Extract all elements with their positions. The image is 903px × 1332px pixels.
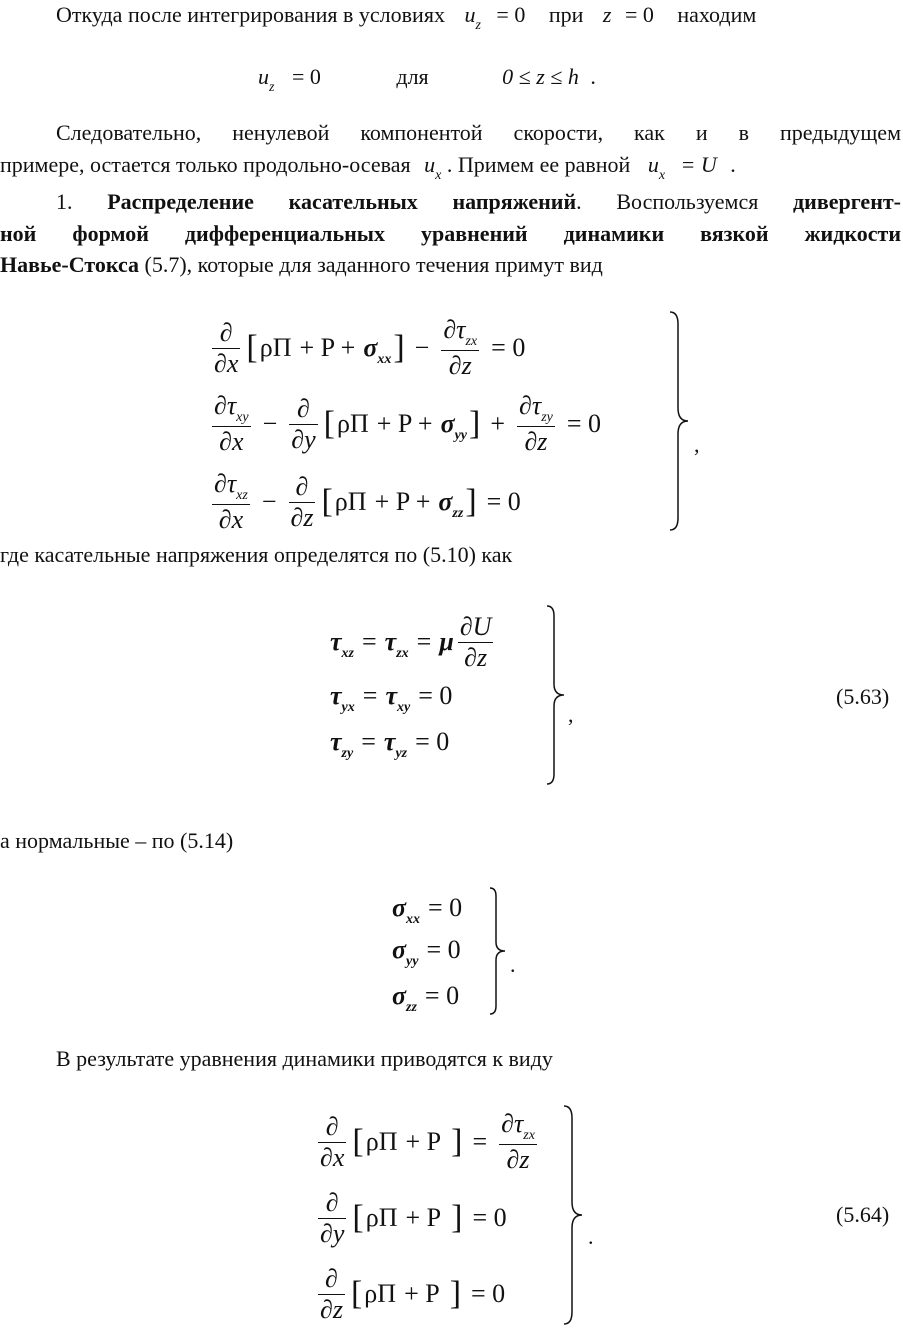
system1-row-2: $\frac{\partial\tau_{xy}}{\partial x}$ − $\frac{\partial}{\partial y}$ [ ρΠ + P + $\sigma_{yy}$ ] + $\frac{\partial\tau_{zy}}{\partial z}$ = 0 xyxy=(214,391,602,456)
math-rhs: = 0 xyxy=(496,2,526,27)
text-fragment: . xyxy=(730,152,736,177)
text-fragment: Откуда после интегрирования в условиях xyxy=(56,2,445,27)
math-var: $u_x$ xyxy=(647,152,666,183)
system2-row-3: $\tau_{zy}$ = $\tau_{yz}$ = 0 xyxy=(330,727,450,761)
math-var: $u_z$ xyxy=(258,64,275,95)
right-brace xyxy=(545,604,567,786)
text-normal: а нормальные – по (5.14) xyxy=(0,828,234,853)
text-line-6 xyxy=(0,219,901,249)
fraction: $\frac{\partial\tau_{zy}}{\partial z}$ xyxy=(519,391,553,456)
system2-row-1: $\tau_{xz}$ = $\tau_{zx}$ = μ $\frac{\partial U}{\partial z}$ xyxy=(330,611,492,672)
fraction: $\frac{\partial}{\partial x}$ xyxy=(214,317,239,378)
fraction: $\frac{\partial\tau_{xz}}{\partial x}$ xyxy=(214,469,248,534)
system4-row-1: $\frac{\partial}{\partial x}$ [ ρΠ + P ] = $\frac{\partial\tau_{zx}}{\partial z}$ xyxy=(320,1109,535,1174)
text-fragment: для xyxy=(396,64,429,89)
system3-row-1: $\sigma_{xx}$ = 0 xyxy=(392,893,463,927)
fraction: $\frac{\partial}{\partial z}$ xyxy=(320,1263,343,1324)
text-fragment: находим xyxy=(677,2,757,27)
text-fragment: при xyxy=(548,2,584,27)
system1-row-1: $\frac{\partial}{\partial x}$ [ ρΠ + P + $\sigma_{xx}$ ] − $\frac{\partial\tau_{zx}}{\partial z}$ = 0 xyxy=(214,315,526,380)
fraction: $\frac{\partial}{\partial y}$ xyxy=(320,1187,345,1248)
math-var: z xyxy=(602,2,612,27)
math-range: 0 ≤ z ≤ h xyxy=(502,64,579,89)
fraction: $\frac{\partial\tau_{zx}}{\partial z}$ xyxy=(443,315,478,380)
text-line-7 xyxy=(0,250,603,280)
fraction: $\frac{\partial}{\partial z}$ xyxy=(290,471,314,532)
math-rhs: = 0 xyxy=(291,64,321,89)
fraction: $\frac{\partial U}{\partial z}$ xyxy=(459,611,492,672)
text-fragment: примере, остается только продольно-осевая xyxy=(0,152,411,177)
punctuation: . xyxy=(588,1224,594,1249)
text-fragment: 1. xyxy=(56,189,73,214)
text-result: В результате уравнения динамики приводятся к виду xyxy=(56,1046,553,1071)
math-rhs: = 0 xyxy=(624,2,654,27)
text-where: где касательные напряжения определятся по (5.10) как xyxy=(0,542,513,567)
bold-term: ной формой дифференциальных уравнений динамики вязкой жидкости xyxy=(0,221,901,246)
math-rhs: = U xyxy=(680,152,717,177)
text-fragment: . xyxy=(590,64,596,89)
text-fragment: Следовательно, ненулевой компонентой скорости, как и в предыдущем xyxy=(56,120,901,145)
system1-row-3: $\frac{\partial\tau_{xz}}{\partial x}$ − $\frac{\partial}{\partial z}$ [ ρΠ + P + $\sigma_{zz}$ ] = 0 xyxy=(214,469,521,534)
system4-row-3: $\frac{\partial}{\partial z}$ [ ρΠ + P ] = 0 xyxy=(320,1263,506,1324)
text-fragment: . Воспользуемся xyxy=(576,189,759,214)
equation-uz-zero xyxy=(258,62,596,96)
bold-term: Навье-Стокса xyxy=(0,252,139,277)
system2-row-2: $\tau_{yx}$ = $\tau_{xy}$ = 0 xyxy=(330,681,453,715)
text-line-4 xyxy=(0,150,736,184)
punctuation: , xyxy=(694,432,700,457)
fraction: $\frac{\partial}{\partial x}$ xyxy=(320,1111,345,1172)
text-fragment: (5.7), которые для заданного течения примут вид xyxy=(144,252,603,277)
text-line-3 xyxy=(56,118,901,148)
punctuation: . xyxy=(510,952,516,977)
system4-row-2: $\frac{\partial}{\partial y}$ [ ρΠ + P ] = 0 xyxy=(320,1187,507,1248)
bold-term: Распределение касательных напряжений xyxy=(107,189,577,214)
equation-number: (5.64) xyxy=(836,1202,890,1227)
text-line-1 xyxy=(56,0,756,34)
system3-row-3: $\sigma_{zz}$ = 0 xyxy=(392,981,460,1015)
equation-number: (5.63) xyxy=(836,684,890,709)
math-var: $u_x$ xyxy=(424,152,442,183)
fraction: $\frac{\partial}{\partial y}$ xyxy=(291,393,316,454)
bold-term: дивергент- xyxy=(793,189,902,214)
right-brace xyxy=(488,886,508,1016)
text-fragment: . Примем ее равной xyxy=(446,152,631,177)
right-brace xyxy=(562,1104,586,1326)
system3-row-2: $\sigma_{yy}$ = 0 xyxy=(392,935,461,969)
punctuation: , xyxy=(568,702,574,727)
fraction: $\frac{\partial\tau_{zx}}{\partial z}$ xyxy=(501,1109,535,1174)
right-brace xyxy=(668,310,692,532)
text-line-5 xyxy=(56,187,901,217)
math-var: $u_z$ xyxy=(464,2,481,33)
fraction: $\frac{\partial\tau_{xy}}{\partial x}$ xyxy=(214,391,249,456)
